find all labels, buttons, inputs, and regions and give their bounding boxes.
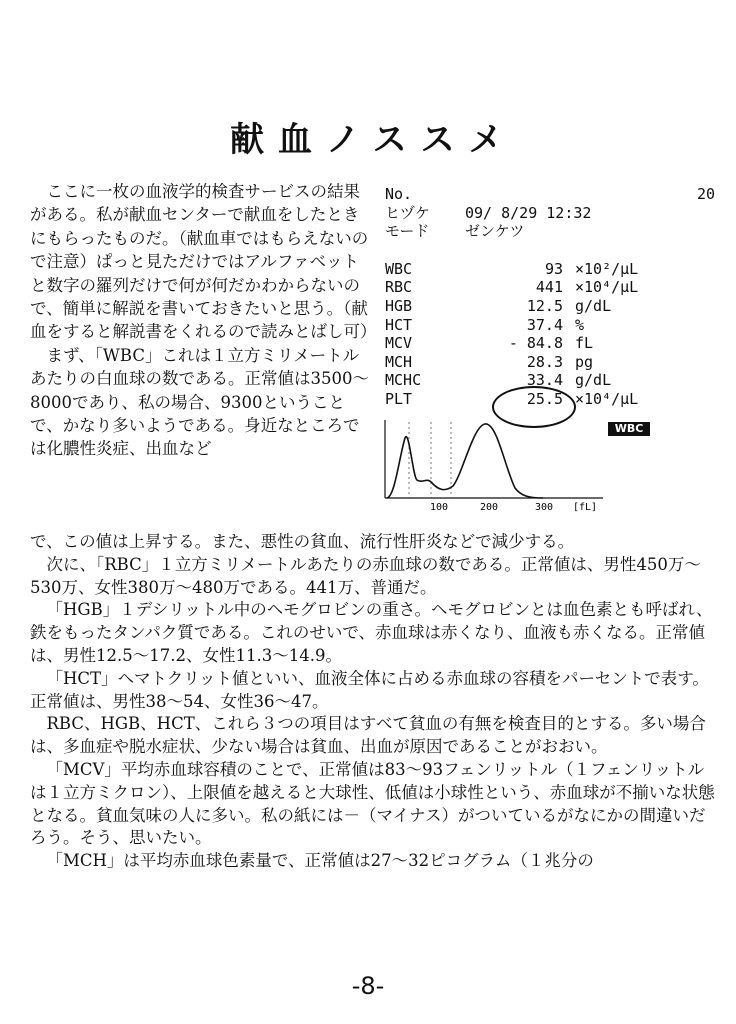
- report-row-value: 28.3: [526, 352, 563, 371]
- report-row-unit: g/dL: [575, 296, 612, 315]
- axis-tick-label: 300: [535, 502, 554, 513]
- report-row-name: HCT: [385, 315, 413, 334]
- report-row: [385, 260, 725, 279]
- report-no-value: 20: [696, 185, 715, 203]
- main-text: [30, 531, 720, 873]
- report-row-unit: %: [575, 315, 585, 334]
- report-row-value: 37.4: [526, 315, 563, 334]
- report-mode-value: ゼンケツ: [465, 222, 525, 241]
- hct-paragraph: 「HCT」ヘマトクリット値といい、血液全体に占める赤血球の容積をパーセントで表す。正常値は、男性38～54、女性36～47。: [30, 668, 709, 711]
- histogram-badge: WBC: [608, 422, 650, 436]
- report-row-unit: ×10²/μL: [575, 259, 639, 278]
- blood-test-report: [385, 185, 725, 409]
- wbc-paragraph-continued: で、この値は上昇する。また、悪性の貧血、流行性肝炎などで減少する。: [30, 532, 575, 551]
- report-row: [385, 316, 725, 335]
- page-title: 献血ノススメ: [230, 120, 517, 160]
- report-row-value: 33.4: [526, 371, 563, 390]
- report-row-name: MCH: [385, 352, 413, 371]
- wbc-paragraph: まず、「WBC」これは１立方ミリメートルあたりの白血球の数である。正常値は3500～8000であり、私の場合、9300ということで、かなり多いようである。身近なところでは化膿性炎症、出血など: [30, 345, 369, 459]
- report-row: [385, 353, 725, 372]
- report-row: [385, 278, 725, 297]
- report-no-label: No.: [385, 185, 413, 203]
- page-number: -8-: [351, 972, 385, 1000]
- report-row: [385, 371, 725, 390]
- report-row-value: 25.5: [526, 389, 563, 408]
- report-row-value: 441: [535, 278, 563, 297]
- report-row-name: WBC: [385, 259, 413, 278]
- report-row-unit: ×10⁴/μL: [575, 278, 639, 297]
- mch-paragraph: 「MCH」は平均赤血球色素量で、正常値は27～32ピコグラム（１兆分の: [46, 851, 594, 871]
- report-row: [385, 297, 725, 316]
- report-date-label: ヒヅケ: [385, 203, 430, 222]
- report-mode-label: モード: [385, 222, 430, 241]
- report-row-value: - 84.8: [508, 334, 563, 353]
- mcv-paragraph: 「MCV」平均赤血球容積のことで、正常値は83～93フェンリットル（１フェンリットルは１立方ミクロン）、上限値を越えると大球性、低値は小球性という、赤血球が不揃いな状態となる。貧血気味の人に多い。私の紙には－（マイナス）がついているがなにかの間違いだろう。そう、思いたい。: [30, 759, 715, 848]
- report-row-value: 93: [544, 259, 563, 278]
- report-row-name: MCHC: [385, 371, 422, 390]
- report-row-unit: g/dL: [575, 371, 612, 390]
- report-row-name: PLT: [385, 389, 413, 408]
- hgb-paragraph: 「HGB」１デシリットル中のヘモグロビンの重さ。ヘモグロビンとは血色素とも呼ばれ、鉄をもったタンパク質である。これのせいで、赤血球は赤くなり、血液も赤くなる。正常値は、男性12.5～17.2、女性11.3～14.9。: [30, 600, 713, 665]
- report-row-unit: ×10⁴/μL: [575, 389, 639, 408]
- histogram-curve: [387, 424, 543, 498]
- report-row-unit: fL: [575, 334, 594, 353]
- report-row-unit: pg: [575, 352, 594, 371]
- report-row-name: RBC: [385, 278, 413, 297]
- axis-tick-label: 100: [430, 502, 449, 513]
- report-date-value: 09/ 8/29 12:32: [465, 203, 592, 222]
- intro-column: [30, 180, 375, 461]
- intro-paragraph: ここに一枚の血液学的検査サービスの結果がある。私が献血センターで献血をしたときにもらったものだ。（献血車ではもらえないので注意）ぱっと見ただけではアルファベットと数字の羅列だけで何が何だかわからないので、簡単に解説を書いておきたいと思う。（献血をすると解説書をくれるので読みとばし可）: [30, 182, 377, 342]
- axis-tick-label: 200: [480, 502, 499, 513]
- report-row-name: HGB: [385, 296, 413, 315]
- anemia-paragraph: RBC、HGB、HCT、これら３つの項目はすべて貧血の有無を検査目的とする。多い場合は、多血症や脱水症状、少ない場合は貧血、出血が原因であることがおおい。: [30, 714, 706, 757]
- report-row-value: 12.5: [526, 296, 563, 315]
- rbc-paragraph: 次に、「RBC」１立方ミリメートルあたりの赤血球の数である。正常値は、男性450万～530万、女性380万～480万である。441万、普通だ。: [30, 554, 701, 597]
- axis-unit-label: [fL]: [573, 502, 598, 513]
- report-row: [385, 334, 725, 353]
- report-row-name: MCV: [385, 334, 413, 353]
